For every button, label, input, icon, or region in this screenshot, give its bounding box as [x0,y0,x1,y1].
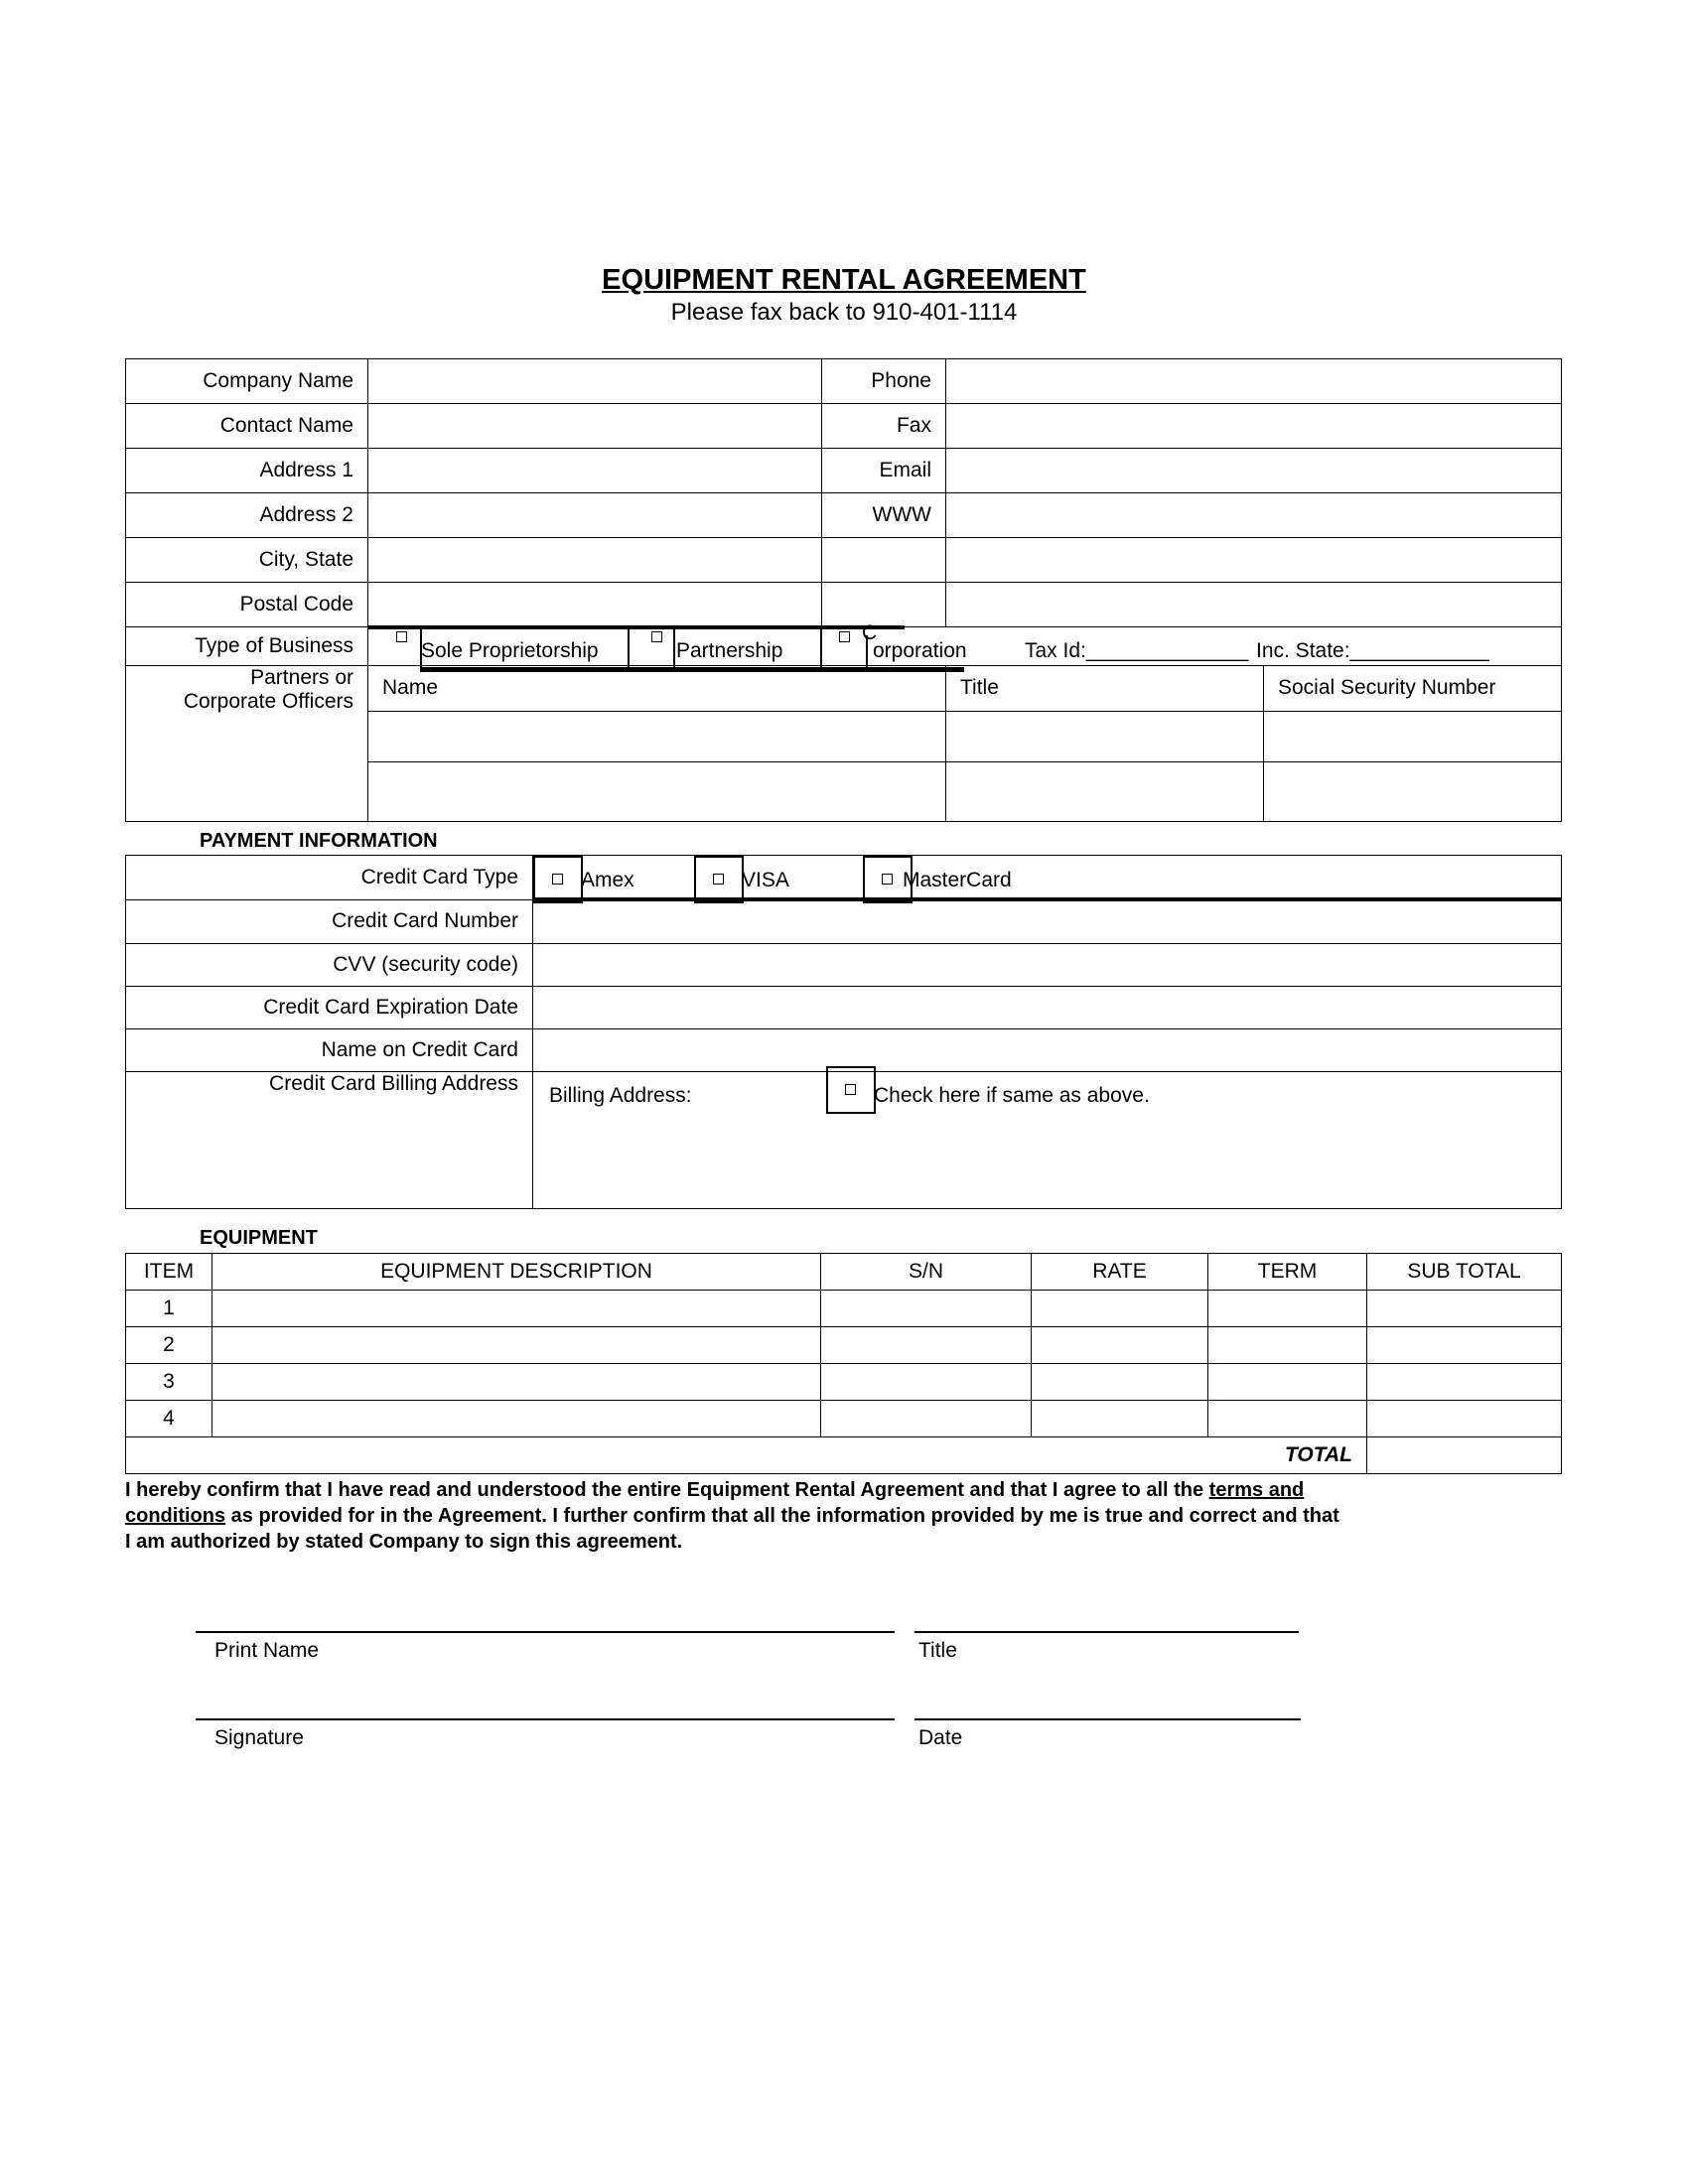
officer-ssn-header: Social Security Number [1264,666,1562,712]
fax-field[interactable] [946,404,1562,449]
partners-label-line1: Partners or [250,666,353,689]
term-field[interactable] [1208,1364,1367,1401]
description-field[interactable] [212,1364,821,1401]
total-field[interactable] [1367,1437,1562,1474]
city-state-field[interactable] [368,538,822,583]
postal-code-label: Postal Code [126,583,368,627]
mastercard-label: MasterCard [903,869,1012,891]
print-name-label: Print Name [214,1639,320,1662]
billing-address-field[interactable] [533,1072,1562,1209]
www-field[interactable] [946,493,1562,538]
officer-title-field[interactable] [946,711,1264,762]
phone-label: Phone [822,359,946,404]
fax-instruction: Please fax back to 910-401-1114 [670,299,1018,326]
corporation-checkbox[interactable] [839,631,850,642]
company-name-label: Company Name [126,359,368,404]
postal-code-field[interactable] [368,583,822,627]
col-header-subtotal: SUB TOTAL [1367,1254,1562,1291]
partners-label-line2: Corporate Officers [183,690,353,713]
email-label: Email [822,449,946,493]
corporation-label: orporation [873,639,967,662]
description-field[interactable] [212,1291,821,1327]
contact-name-field[interactable] [368,404,822,449]
page-title: EQUIPMENT RENTAL AGREEMENT [602,264,1086,296]
address1-field[interactable] [368,449,822,493]
equipment-heading: EQUIPMENT [200,1227,318,1249]
conditions-link[interactable]: conditions [125,1505,226,1527]
term-field[interactable] [1208,1291,1367,1327]
name-on-card-label: Name on Credit Card [126,1029,533,1072]
company-info-table [125,358,1562,822]
sole-proprietorship-label: Sole Proprietorship [421,639,599,662]
sn-field[interactable] [821,1364,1032,1401]
officer-title-field[interactable] [946,762,1264,822]
date-label: Date [918,1726,963,1749]
expiration-field[interactable] [533,987,1562,1029]
description-field[interactable] [212,1327,821,1364]
total-label: TOTAL [126,1437,1367,1474]
card-type-options [533,856,1562,900]
partners-label [126,666,368,822]
payment-heading: PAYMENT INFORMATION [200,830,438,852]
amex-label: Amex [581,869,634,891]
rate-field[interactable] [1032,1327,1208,1364]
subtotal-field[interactable] [1367,1401,1562,1437]
signature-label: Signature [214,1726,304,1749]
blank-cell [822,583,946,627]
terms-link[interactable]: terms and [1208,1479,1305,1501]
signature-line[interactable] [196,1718,895,1720]
sn-field[interactable] [821,1327,1032,1364]
subtotal-field[interactable] [1367,1364,1562,1401]
company-name-field[interactable] [368,359,822,404]
officer-name-header: Name [368,666,946,712]
type-of-business-label: Type of Business [126,627,368,666]
visa-checkbox[interactable] [694,856,744,903]
www-label: WWW [822,493,946,538]
equipment-table [125,1253,1562,1474]
fax-label: Fax [822,404,946,449]
payment-table [125,855,1562,1209]
address1-label: Address 1 [126,449,368,493]
blank-field[interactable] [946,538,1562,583]
visa-label: VISA [742,869,789,891]
rate-field[interactable] [1032,1291,1208,1327]
same-as-above-label: Check here if same as above. [874,1084,1150,1107]
print-name-line[interactable] [196,1631,895,1633]
partnership-checkbox[interactable] [651,631,662,642]
date-line[interactable] [914,1718,1301,1720]
address2-label: Address 2 [126,493,368,538]
confirmation-text [125,1477,1515,1555]
cvv-label: CVV (security code) [126,944,533,987]
subtotal-field[interactable] [1367,1291,1562,1327]
table-row [126,1401,1562,1437]
col-header-term: TERM [1208,1254,1367,1291]
expiration-label: Credit Card Expiration Date [126,987,533,1029]
confirmation-part3: I am authorized by stated Company to sign this agreement. [125,1531,683,1553]
same-as-above-checkbox[interactable] [826,1066,876,1114]
billing-address-field-label: Billing Address: [549,1084,692,1107]
phone-field[interactable] [946,359,1562,404]
inc-state-label: Inc. State:____________ [1256,639,1489,662]
amex-checkbox[interactable] [533,856,583,903]
col-header-item: ITEM [126,1254,212,1291]
confirmation-part1: I hereby confirm that I have read and understood the entire Equipment Rental Agreement and that I agree to all the [125,1479,1209,1501]
officer-name-field[interactable] [368,762,946,822]
tax-id-label: Tax Id:______________ [1025,639,1249,662]
card-number-label: Credit Card Number [126,899,533,944]
col-header-rate: RATE [1032,1254,1208,1291]
billing-address-label: Credit Card Billing Address [126,1072,533,1209]
subtotal-field[interactable] [1367,1327,1562,1364]
confirmation-part2: as provided for in the Agreement. I further confirm that all the information provided by me is true and correct and that [225,1505,1339,1527]
partnership-label: Partnership [676,639,783,662]
officer-name-field[interactable] [368,711,946,762]
address2-field[interactable] [368,493,822,538]
contact-name-label: Contact Name [126,404,368,449]
table-row [126,1327,1562,1364]
item-number: 3 [126,1364,212,1401]
item-number: 1 [126,1291,212,1327]
card-type-label: Credit Card Type [126,856,533,900]
col-header-sn: S/N [821,1254,1032,1291]
corporation-label-initial: C [862,621,878,644]
rate-field[interactable] [1032,1364,1208,1401]
email-field[interactable] [946,449,1562,493]
rate-field[interactable] [1032,1401,1208,1437]
blank-cell [822,538,946,583]
card-number-field[interactable] [533,899,1562,944]
item-number: 4 [126,1401,212,1437]
officer-ssn-field[interactable] [1264,711,1562,762]
table-row [126,1291,1562,1327]
description-field[interactable] [212,1401,821,1437]
title-line[interactable] [914,1631,1299,1633]
officer-ssn-field[interactable] [1264,762,1562,822]
city-state-label: City, State [126,538,368,583]
term-field[interactable] [1208,1401,1367,1437]
sn-field[interactable] [821,1291,1032,1327]
sole-proprietorship-checkbox[interactable] [396,631,407,642]
col-header-description: EQUIPMENT DESCRIPTION [212,1254,821,1291]
item-number: 2 [126,1327,212,1364]
business-type-options [368,621,1562,666]
name-on-card-field[interactable] [533,1029,1562,1072]
table-row [126,1364,1562,1401]
blank-field[interactable] [946,583,1562,627]
officer-title-header: Title [946,666,1264,712]
signature-title-label: Title [918,1639,957,1662]
term-field[interactable] [1208,1327,1367,1364]
sn-field[interactable] [821,1401,1032,1437]
cvv-field[interactable] [533,944,1562,987]
